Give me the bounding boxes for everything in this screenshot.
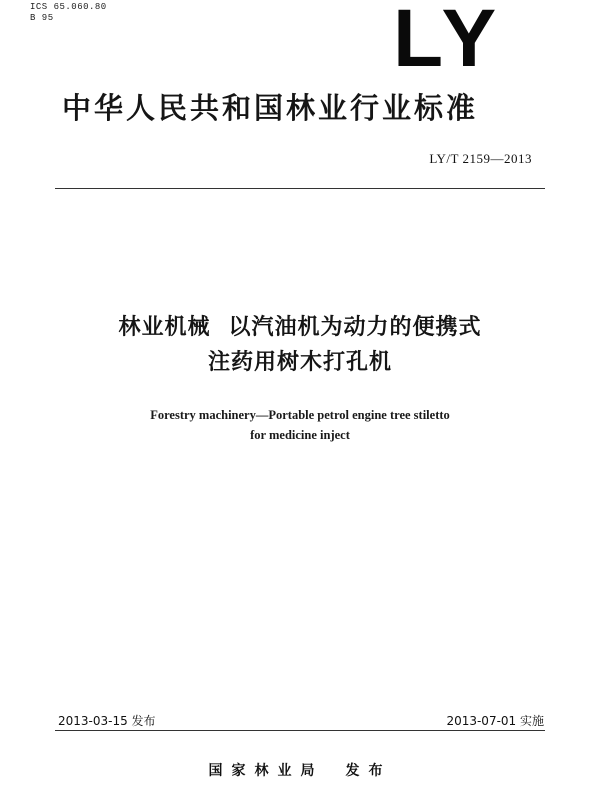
- bottom-divider: [55, 730, 545, 731]
- chinese-title-line-1: [0, 310, 600, 345]
- top-divider: [55, 188, 545, 189]
- classification-codes: [30, 2, 107, 24]
- ccs-code: B 95: [30, 13, 54, 23]
- issuer-name: 国家林业局: [208, 763, 324, 779]
- chinese-title-part-2: 以汽油机为动力的便携式: [228, 315, 482, 340]
- issue-date: 2013-03-15 发布: [58, 714, 156, 728]
- issuer-line: [0, 760, 600, 780]
- english-title-line-2: for medicine inject: [250, 428, 350, 442]
- issuer-action: 发布: [345, 763, 392, 779]
- chinese-title-part-1: 林业机械: [118, 315, 211, 340]
- standard-number: LY/T 2159—2013: [429, 151, 532, 166]
- chinese-title-line-2: 注药用树木打孔机: [207, 350, 392, 375]
- english-title: [0, 405, 600, 445]
- chinese-title: [0, 310, 600, 380]
- english-title-line-1: Forestry machinery—Portable petrol engine tree stiletto: [150, 408, 450, 422]
- ics-code: ICS 65.060.80: [30, 2, 107, 12]
- ly-logo: LY: [393, 0, 503, 84]
- effective-date: 2013-07-01 实施: [446, 714, 544, 728]
- organization-title: 中华人民共和国林业行业标准: [62, 91, 479, 125]
